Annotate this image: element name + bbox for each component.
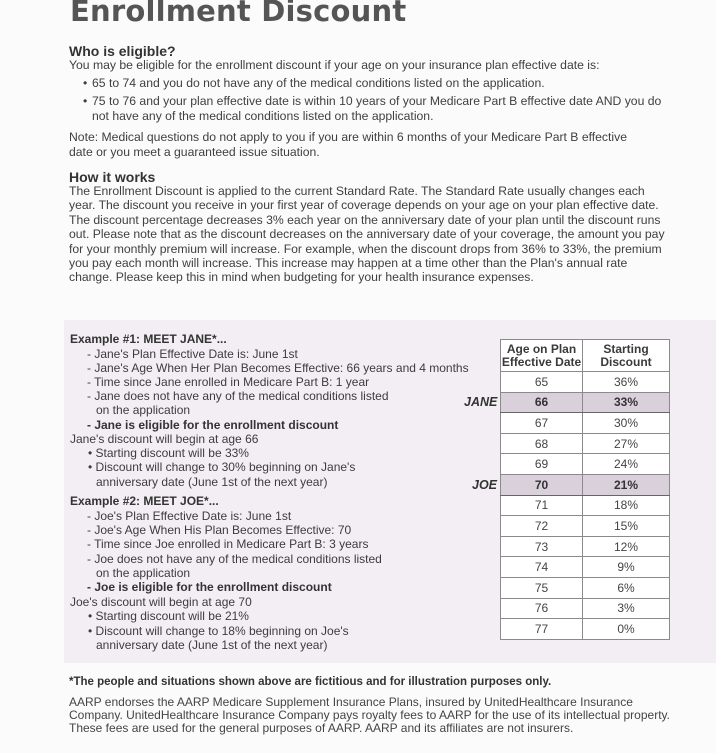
footnote: *The people and situations shown above are fictitious and for illustration purposes only. bbox=[69, 676, 552, 688]
example1-bullet: • Starting discount will be 33% bbox=[88, 446, 249, 460]
example2-item: - Joe's Plan Effective Date is: June 1st bbox=[87, 509, 292, 523]
eligible-bullet-1: • 65 to 74 and you do not have any of the medical conditions listed on the application. bbox=[83, 76, 545, 90]
bullet-dot: • bbox=[83, 94, 88, 108]
example2-begin: Joe's discount will begin at age 70 bbox=[70, 595, 252, 609]
disclaimer: AARP endorses the AARP Medicare Supplement Insurance Plans, insured by UnitedHealthcare Insurance Company. UnitedHealthcare Insurance Company pays royalty fees to AARP for the use of its intellectual property. These fees are used for the general purposes of AARP. AARP and its affiliates are not insurers. bbox=[69, 695, 670, 736]
table-row: 65 36% bbox=[501, 372, 670, 393]
eligible-heading: Who is eligible? bbox=[69, 43, 176, 59]
example1-item: - Jane's Plan Effective Date is: June 1st bbox=[87, 347, 298, 361]
table-row: 67 30% bbox=[501, 413, 670, 434]
example2-eligible: - Joe is eligible for the enrollment discount bbox=[87, 580, 332, 594]
example2-item: on the application bbox=[96, 566, 191, 580]
example1-eligible: - Jane is eligible for the enrollment discount bbox=[87, 418, 339, 432]
table-row: 75 6% bbox=[501, 577, 670, 598]
example1-item: - Time since Jane enrolled in Medicare Part B: 1 year bbox=[87, 375, 370, 389]
eligible-note: Note: Medical questions do not apply to you if you are within 6 months of your Medicare Part B effective date or you meet a guaranteed issue situation. bbox=[69, 130, 627, 159]
table-row: 71 18% bbox=[501, 495, 670, 516]
table-header-row bbox=[501, 340, 670, 372]
example2-heading: Example #2: MEET JOE*... bbox=[70, 494, 219, 508]
example2-bullet: • Starting discount will be 21% bbox=[88, 609, 249, 623]
example1-item: - Jane's Age When Her Plan Becomes Effective: 66 years and 4 months bbox=[87, 361, 469, 375]
example1-item: - Jane does not have any of the medical conditions listed bbox=[87, 389, 389, 403]
example2-bullet: • Discount will change to 18% beginning on Joe's bbox=[88, 624, 349, 638]
how-heading: How it works bbox=[69, 169, 156, 185]
example2-bullet-cont: anniversary date (June 1st of the next year) bbox=[96, 638, 328, 652]
example2-item: - Time since Joe enrolled in Medicare Part B: 3 years bbox=[87, 537, 369, 551]
table-row: 68 27% bbox=[501, 433, 670, 454]
table-row-joe: 70 21% bbox=[501, 474, 670, 495]
example1-bullet: • Discount will change to 30% beginning on Jane's bbox=[88, 460, 356, 474]
jane-label: JANE bbox=[464, 395, 498, 409]
bullet-dot: • bbox=[83, 76, 88, 90]
how-body: The Enrollment Discount is applied to the current Standard Rate. The Standard Rate usually changes each year. The discount you receive in your first year of coverage depends on your age on your plan effective date. The discount percentage decreases 3% each year on the anniversary date of your plan until the discount runs out. Please note that as the discount decreases on the anniversary date of your coverage, the amount you pay for your monthly premium will increase. For example, when the discount drops from 36% to 33%, the premium you pay each month will increase. This increase may happen at a time other than the Plan's annual rate change. Please keep this in mind when budgeting for your health insurance expenses. bbox=[69, 184, 665, 285]
example1-item: on the application bbox=[96, 403, 191, 417]
eligible-intro: You may be eligible for the enrollment discount if your age on your insurance plan effective date is: bbox=[69, 58, 600, 72]
joe-label: JOE bbox=[472, 478, 498, 492]
example1-heading: Example #1: MEET JANE*... bbox=[70, 332, 227, 346]
table-row: 72 15% bbox=[501, 516, 670, 537]
example2-item: - Joe's Age When His Plan Becomes Effective: 70 bbox=[87, 523, 352, 537]
header-age: Age on Plan Effective Date bbox=[501, 340, 583, 372]
discount-table bbox=[500, 339, 670, 640]
example1-bullet-cont: anniversary date (June 1st of the next year) bbox=[96, 475, 328, 489]
table-row: 74 9% bbox=[501, 557, 670, 578]
table-row-jane: 66 33% bbox=[501, 392, 670, 413]
eligible-bullet-2: • 75 to 76 and your plan effective date is within 10 years of your Medicare Part B effective date AND you do not have any of the medical conditions listed on the application. bbox=[83, 94, 662, 123]
example1-begin: Jane's discount will begin at age 66 bbox=[70, 432, 259, 446]
table-row: 69 24% bbox=[501, 454, 670, 475]
table-row: 77 0% bbox=[501, 619, 670, 640]
header-discount: Starting Discount bbox=[583, 340, 670, 372]
table-row: 73 12% bbox=[501, 536, 670, 557]
table-row: 76 3% bbox=[501, 598, 670, 619]
example2-item: - Joe does not have any of the medical conditions listed bbox=[87, 552, 382, 566]
page-title: Enrollment Discount bbox=[70, 0, 407, 28]
